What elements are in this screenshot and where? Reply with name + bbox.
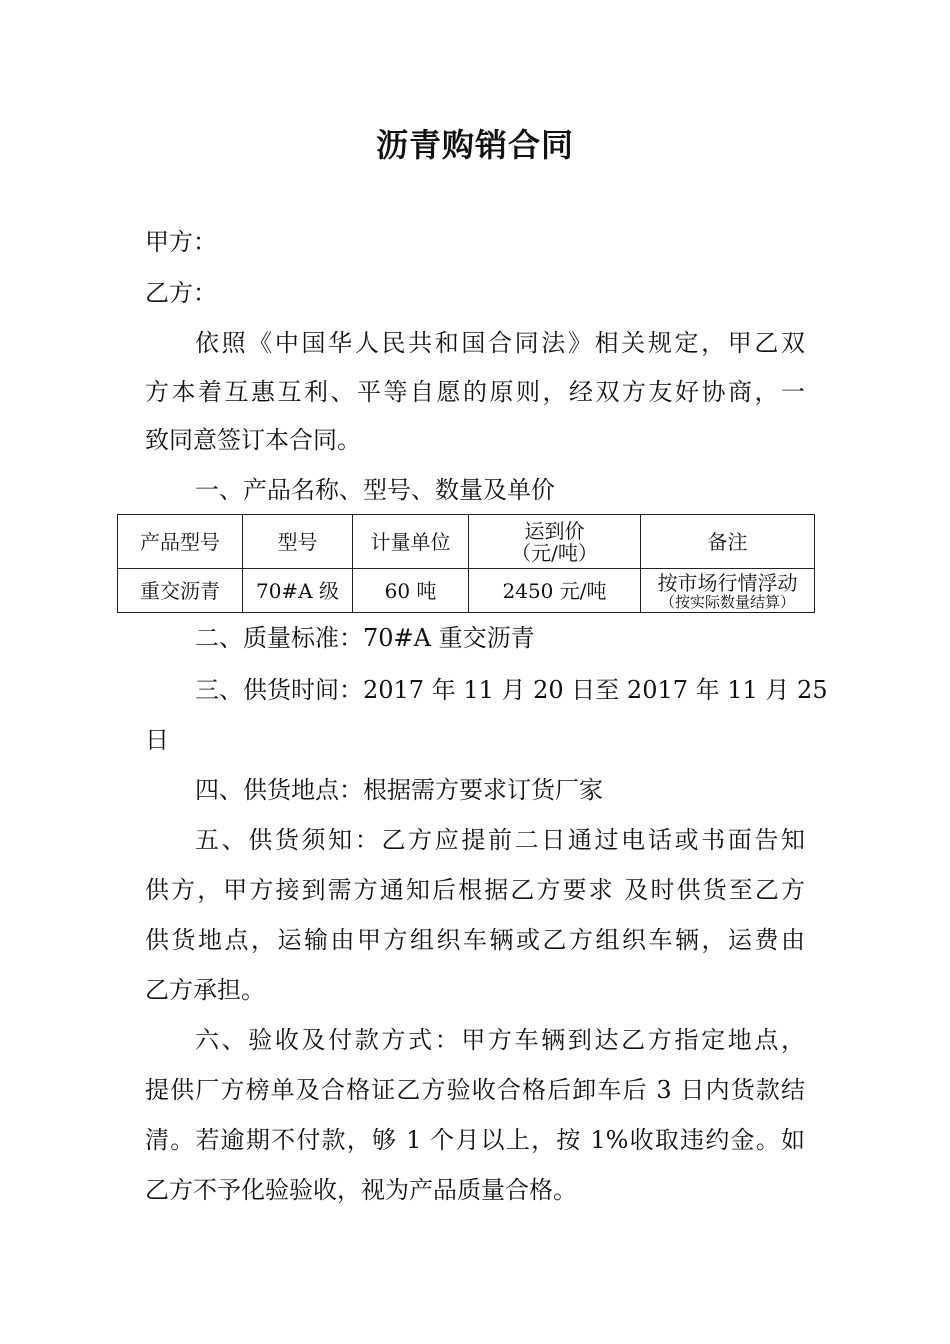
section-6-line: 提供厂方榜单及合格证乙方验收合格后卸车后 3 日内货款结 [145,1076,805,1104]
contract-title: 沥青购销合同 [375,126,574,164]
section-6-line: 六、验收及付款方式：甲方车辆到达乙方指定地点， [195,1026,805,1054]
price-header: 运到价 [524,518,585,543]
section-5-line: 五、供货须知：乙方应提前二日通过电话或书面告知 [195,826,805,854]
table-cell: 60 吨 [353,569,469,613]
section-3-line: 三、供货时间：2017 年 11 月 20 日至 2017 年 11 月 25 [195,676,828,704]
table-header-row [118,515,815,569]
intro-line: 致同意签订本合同。 [145,426,361,454]
table-cell: 2450 元/吨 [469,569,641,613]
party-b-label: 乙方： [145,279,217,307]
section-5-line: 乙方承担。 [145,976,265,1004]
product-table [117,514,815,613]
table-cell: 70#A 级 [243,569,353,613]
section-5-line: 供方，甲方接到需方通知后根据乙方要求 及时供货至乙方 [145,876,805,904]
remark-note: （按实际数量结算） [659,592,795,611]
remark-text: 按市场行情浮动 [657,570,798,595]
section-2: 二、质量标准：70#A 重交沥青 [195,624,535,652]
section-6-line: 乙方不予化验验收，视为产品质量合格。 [145,1176,577,1204]
section-4: 四、供货地点：根据需方要求订货厂家 [195,776,603,804]
header-cell: 计量单位 [353,515,469,569]
header-cell: 产品型号 [118,515,243,569]
header-cell: 备注 [641,515,815,569]
table-cell: 重交沥青 [118,569,243,613]
section-5-line: 供货地点，运输由甲方组织车辆或乙方组织车辆，运费由 [145,926,805,954]
intro-line: 方本着互惠互利、平等自愿的原则，经双方友好协商，一 [145,378,805,406]
table-row [118,569,815,613]
party-a-label: 甲方： [145,228,217,256]
header-cell: 型号 [243,515,353,569]
section-3-line: 日 [145,726,169,754]
section-6-line: 清。若逾期不付款，够 1 个月以上，按 1%收取违约金。如 [145,1126,805,1154]
section-1-heading: 一、产品名称、型号、数量及单价 [195,476,555,504]
intro-line: 依照《中国华人民共和国合同法》相关规定，甲乙双 [195,329,805,357]
price-unit-header: （元/吨） [511,540,598,565]
table-cell [641,569,815,613]
header-cell [469,515,641,569]
